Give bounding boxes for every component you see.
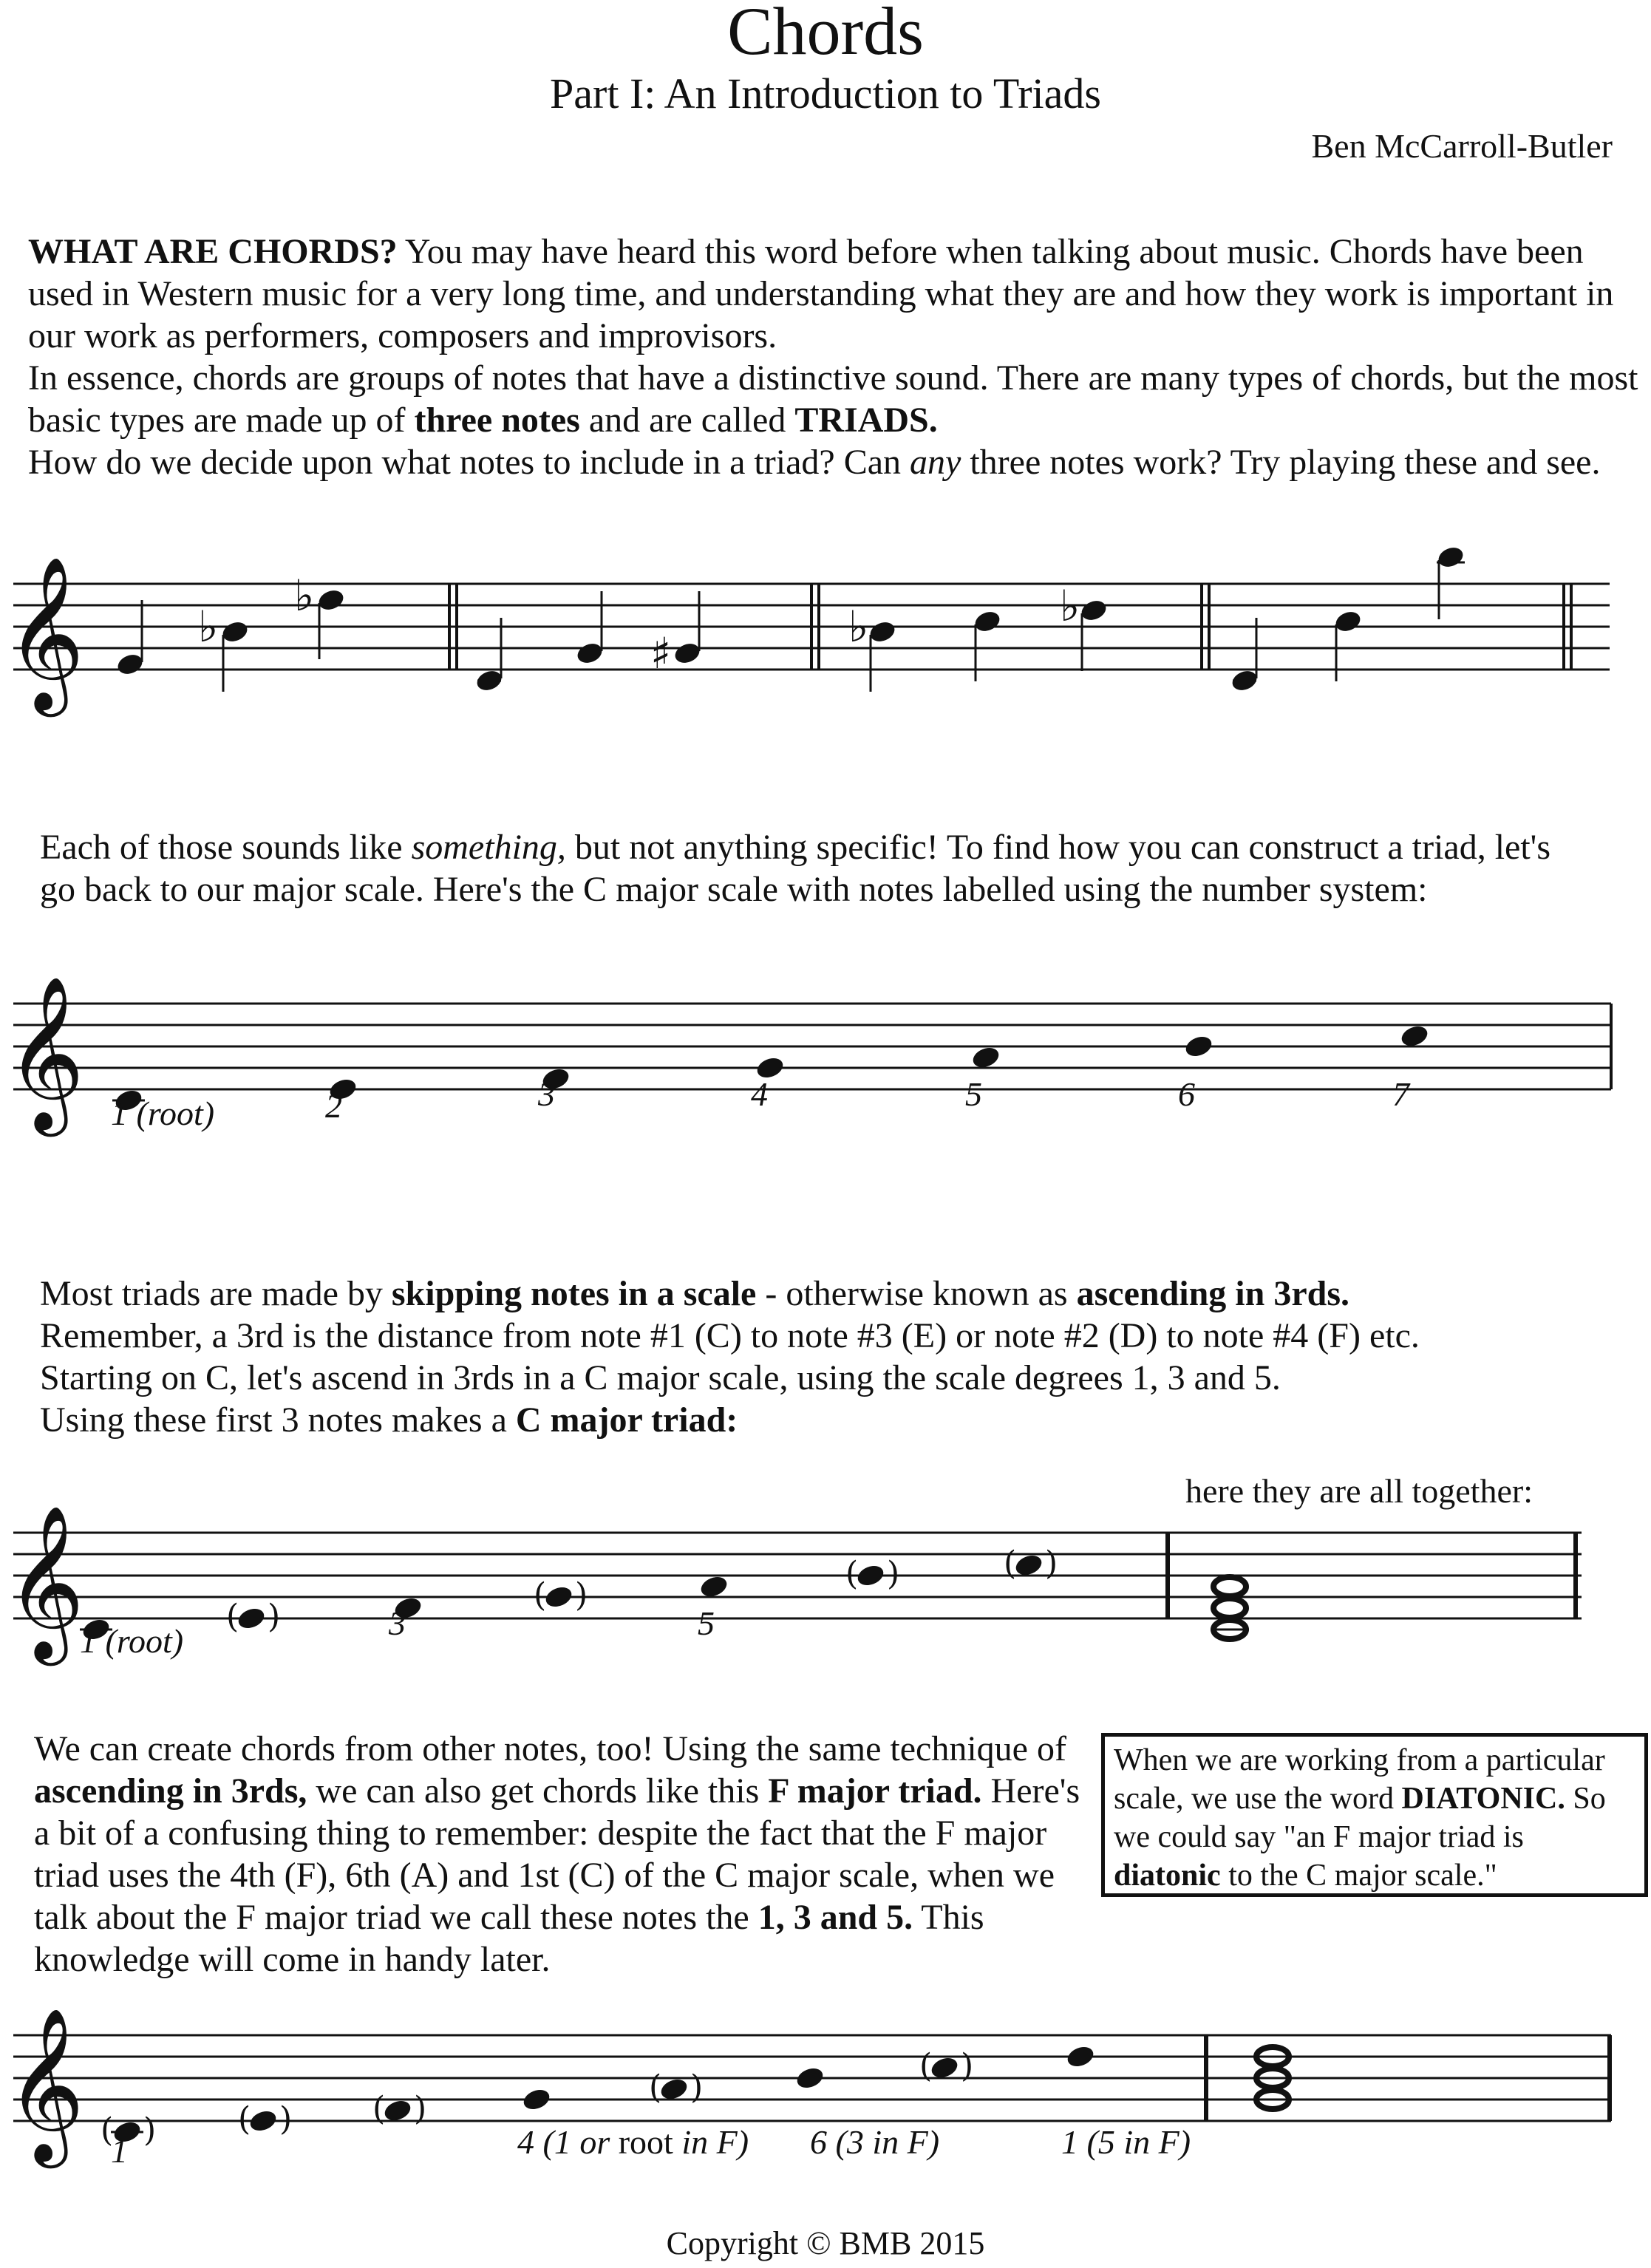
svg-text:): ) — [1045, 1545, 1058, 1582]
section3-paragraph — [40, 1273, 1644, 1441]
f-label-6: 6 (3 in F) — [810, 2123, 940, 2161]
sharp-icon: ♯ — [650, 628, 672, 678]
svg-text:(: ( — [534, 1576, 547, 1614]
staff-c-major-thirds — [0, 1505, 1651, 1685]
thirds-label-3: 3 — [389, 1604, 406, 1642]
svg-text:): ) — [414, 2090, 427, 2128]
f-label-1b: 1 (5 in F) — [1061, 2123, 1191, 2161]
section3-t3: - otherwise known as — [756, 1274, 1077, 1313]
section3-skipping: skipping notes in a scale — [391, 1274, 757, 1313]
sidebox-diatonic: diatonic — [1114, 1859, 1221, 1893]
section3-c-major-triad: C major triad: — [515, 1400, 738, 1440]
section4-t5: Here's a bit of a confusing thing to remember: despite the fact that the F major triad uses the 4th (F), 6th (A) and 1st (C) of the C major scale, when we talk about the F major triad we call these notes the — [34, 1771, 1080, 1937]
intro-p1: You may have heard this word before when talking about music. Chords have been used in Western music for a very long time, and understanding what they are and how they work is important in our work as performers, composers and improvisors. — [28, 232, 1614, 355]
section2-t3: but not anything specific! To find how you can construct a triad, let's go back to our major scale. Here's the C major scale with notes labelled using the number system: — [40, 828, 1550, 909]
thirds-label-1: 1 (root) — [80, 1622, 184, 1660]
svg-text:): ) — [268, 1598, 281, 1635]
section4-135: 1, 3 and 5. — [758, 1898, 913, 1937]
sidebox-t1: When we are working from a particular scale, we use the word — [1114, 1743, 1605, 1816]
svg-text:): ) — [279, 2100, 293, 2138]
intro-paragraph — [28, 231, 1639, 483]
f-label-4d: in F) — [681, 2123, 749, 2161]
f-label-4c: root — [610, 2123, 682, 2161]
f-label-4a: 4 (1 — [517, 2123, 580, 2161]
f-label-1: 1 — [111, 2132, 128, 2170]
svg-text:): ) — [575, 1576, 588, 1614]
treble-clef-icon: 𝄞 — [6, 975, 85, 1130]
page-title: Chords — [727, 0, 924, 69]
treble-clef-icon: 𝄞 — [6, 2007, 85, 2162]
section4-t1: We can create chords from other notes, too! Using the same technique of — [34, 1729, 1066, 1768]
together-label: here they are all together: — [1185, 1472, 1533, 1510]
scale-label-7: 7 — [1392, 1075, 1409, 1113]
section4-t3: we can also get chords like this — [307, 1771, 769, 1811]
svg-text:(: ( — [238, 2100, 251, 2138]
note-group-1 — [115, 571, 347, 692]
c-major-chord — [1211, 1577, 1249, 1639]
thirds-notes — [80, 1545, 1058, 1643]
svg-text:): ) — [143, 2111, 157, 2149]
sidebox-t3: So we could say "an F major triad is — [1114, 1782, 1606, 1854]
flat-icon: ♭ — [1060, 581, 1080, 631]
svg-text:(: ( — [919, 2047, 933, 2085]
flat-icon: ♭ — [848, 602, 869, 652]
staff-random-notes — [0, 556, 1651, 724]
section3-ascending: ascending in 3rds. — [1076, 1274, 1349, 1313]
svg-text:(: ( — [1004, 1545, 1017, 1582]
scale-label-3: 3 — [538, 1075, 555, 1113]
section2-something: something, — [411, 828, 566, 867]
note-group-3 — [848, 581, 1109, 692]
intro-p2c: and are called — [579, 401, 795, 440]
diatonic-sidebox — [1101, 1733, 1648, 1897]
scale-label-4: 4 — [751, 1075, 768, 1113]
intro-p2a: In essence, chords are groups of notes that have a distinctive sound. There are many types of chords, but the most basic types are made up of — [28, 358, 1638, 440]
section3-t7: Using these first 3 notes makes a — [40, 1400, 516, 1440]
sidebox-diatonic-heading: DIATONIC. — [1401, 1782, 1565, 1816]
svg-text:): ) — [887, 1555, 900, 1593]
intro-any: any — [910, 443, 961, 482]
scale-label-1: 1 (root) — [111, 1094, 215, 1132]
intro-triads: TRIADS. — [794, 401, 938, 440]
scale-label-5: 5 — [965, 1075, 982, 1113]
staff-f-major-thirds — [0, 2007, 1651, 2187]
page-subtitle: Part I: An Introduction to Triads — [550, 69, 1101, 118]
scale-label-2: 2 — [325, 1087, 342, 1125]
scale-label-6: 6 — [1178, 1075, 1195, 1113]
svg-text:(: ( — [649, 2068, 662, 2106]
svg-text:(: ( — [226, 1598, 239, 1635]
treble-clef-icon: 𝄞 — [6, 556, 85, 710]
section2-t1: Each of those sounds like — [40, 828, 412, 867]
svg-text:): ) — [690, 2068, 704, 2106]
section4-paragraph — [34, 1728, 1091, 1981]
flat-icon: ♭ — [294, 571, 315, 621]
section3-t5: Remember, a 3rd is the distance from note #1 (C) to note #3 (E) or note #2 (D) to note #4 (F) etc. — [40, 1316, 1420, 1355]
section3-t6: Starting on C, let's ascend in 3rds in a C major scale, using the scale degrees 1, 3 and 5. — [40, 1358, 1281, 1397]
sidebox-t5: to the C major scale." — [1220, 1859, 1497, 1893]
staff-c-major-scale — [0, 975, 1651, 1160]
intro-p3a: How do we decide upon what notes to include in a triad? Can — [28, 443, 910, 482]
section2-paragraph — [40, 826, 1592, 910]
section4-ascending: ascending in 3rds, — [34, 1771, 307, 1811]
note-group-2 — [474, 591, 703, 693]
section3-t1: Most triads are made by — [40, 1274, 392, 1313]
section4-f-major-triad: F major triad. — [768, 1771, 982, 1811]
f-label-4 — [517, 2123, 749, 2161]
section4-t7: This knowledge will come in handy later. — [34, 1898, 984, 1979]
intro-three-notes: three notes — [414, 401, 580, 440]
flat-icon: ♭ — [198, 602, 219, 652]
svg-text:(: ( — [372, 2090, 386, 2128]
thirds-label-5: 5 — [698, 1604, 715, 1642]
treble-clef-icon: 𝄞 — [6, 1505, 85, 1659]
intro-p3c: three notes work? Try playing these and see. — [961, 443, 1601, 482]
svg-text:(: ( — [845, 1555, 859, 1593]
author-name: Ben McCarroll-Butler — [1311, 127, 1613, 165]
svg-text:): ) — [961, 2047, 974, 2085]
f-label-4b: or — [579, 2123, 610, 2161]
intro-lead: WHAT ARE CHORDS? — [28, 232, 398, 271]
copyright-footer: Copyright © BMB 2015 — [666, 2225, 985, 2261]
note-group-4 — [1230, 545, 1466, 694]
svg-text:(: ( — [101, 2111, 114, 2149]
